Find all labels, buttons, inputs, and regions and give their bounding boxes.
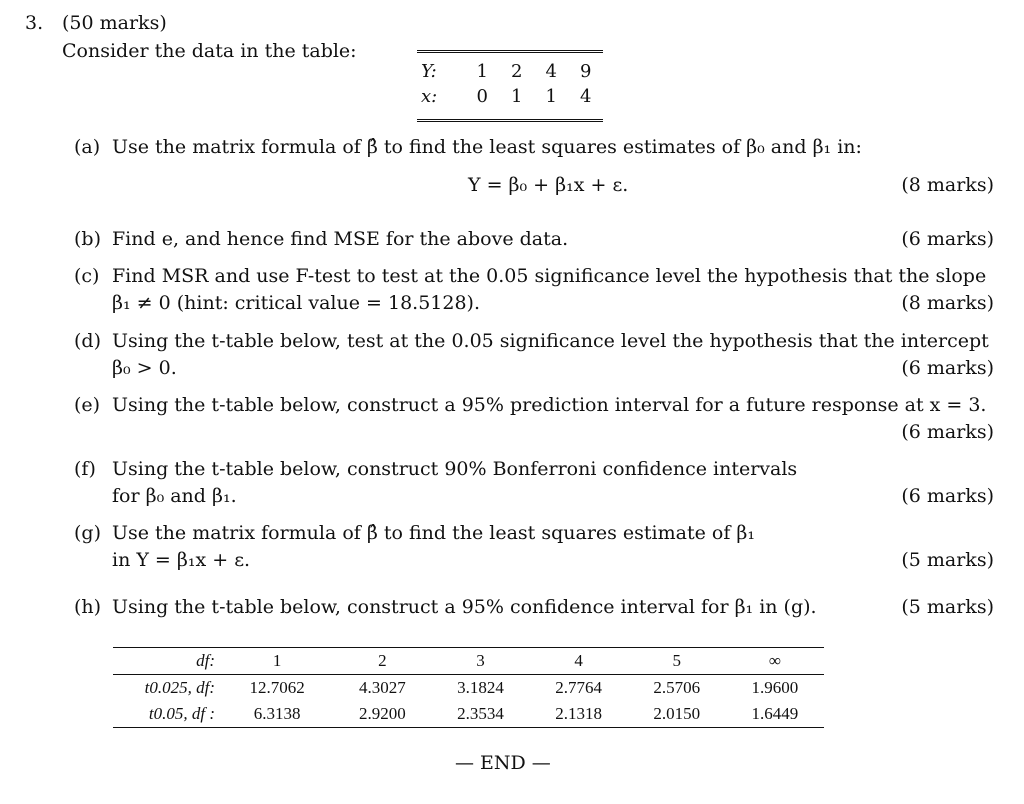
t05-value: 2.1318 (555, 704, 603, 723)
x-value: 1 (545, 86, 557, 107)
part-h-marks: (5 marks) (901, 596, 994, 618)
part-h-text: Using the t-table below, construct a 95% confidence interval for β₁ in (g). (112, 596, 817, 618)
part-a-text: Use the matrix formula of β̂ to find the least squares estimates of β₀ and β₁ in: (112, 136, 862, 158)
question-marks: (50 marks) (62, 12, 167, 34)
df-value: 4 (530, 648, 628, 675)
y-value: 2 (511, 61, 523, 82)
part-g-text-2: in Y = β₁x + ε. (112, 549, 251, 571)
part-g-marks: (5 marks) (901, 549, 994, 571)
end-marker: — END — (455, 752, 551, 774)
part-a-marks: (8 marks) (901, 174, 994, 196)
t05-value: 2.0150 (653, 704, 701, 723)
df-value: 2 (333, 648, 431, 675)
t025-label: t0.025, df: (144, 678, 215, 697)
question-intro: Consider the data in the table: (62, 40, 357, 62)
part-f-marks: (6 marks) (901, 485, 994, 507)
part-e-label: (e) (74, 394, 101, 416)
data-table-y-row (417, 59, 603, 84)
t025-value: 1.9600 (751, 678, 799, 697)
t025-value: 12.7062 (249, 678, 305, 697)
t05-value: 6.3138 (253, 704, 301, 723)
x-value: 1 (511, 86, 523, 107)
part-d-text-2: β₀ > 0. (112, 357, 177, 379)
part-a-label: (a) (74, 136, 101, 158)
part-g-text: Use the matrix formula of β̂ to find the least squares estimate of β₁ (112, 522, 756, 544)
t05-value: 2.9200 (359, 704, 406, 723)
part-c-text-2: β₁ ≠ 0 (hint: critical value = 18.5128). (112, 292, 481, 314)
df-value: 1 (221, 648, 333, 675)
t-table-df-row (113, 648, 824, 675)
t05-value: 1.6449 (751, 704, 799, 723)
part-g-label: (g) (74, 522, 101, 544)
t025-value: 2.7764 (555, 678, 603, 697)
part-e-text: Using the t-table below, construct a 95% prediction interval for a future response at x = 3. (112, 394, 987, 416)
x-value: 0 (476, 86, 488, 107)
x-value: 4 (580, 86, 592, 107)
part-a-equation: Y = β₀ + β₁x + ε. (468, 174, 629, 196)
part-d-label: (d) (74, 330, 101, 352)
part-b-marks: (6 marks) (901, 228, 994, 250)
part-c-marks: (8 marks) (901, 292, 994, 314)
part-b-label: (b) (74, 228, 101, 250)
part-d-marks: (6 marks) (901, 357, 994, 379)
df-value: ∞ (726, 648, 824, 675)
part-f-label: (f) (74, 458, 96, 480)
data-table (417, 50, 603, 122)
part-d-text: Using the t-table below, test at the 0.05 significance level the hypothesis that the intercept (112, 330, 989, 352)
y-value: 9 (580, 61, 592, 82)
df-label: df: (113, 648, 221, 675)
data-table-x-row (417, 84, 603, 109)
t-table (113, 647, 824, 728)
t-table-t05-row (113, 701, 824, 727)
df-value: 5 (628, 648, 726, 675)
t025-value: 3.1824 (457, 678, 504, 697)
t025-value: 2.5706 (653, 678, 701, 697)
x-label: x: (421, 86, 438, 107)
t05-label: t0.05, df : (148, 704, 215, 723)
part-f-text-2: for β₀ and β₁. (112, 485, 237, 507)
part-e-marks: (6 marks) (901, 421, 994, 443)
t-table-t025-row (113, 675, 824, 702)
y-value: 1 (476, 61, 488, 82)
part-c-text: Find MSR and use F-test to test at the 0.05 significance level the hypothesis that the slope (112, 265, 987, 287)
part-h-label: (h) (74, 596, 102, 618)
y-value: 4 (545, 61, 557, 82)
y-label: Y: (421, 61, 437, 82)
df-value: 3 (431, 648, 529, 675)
part-f-text: Using the t-table below, construct 90% Bonferroni confidence intervals (112, 458, 798, 480)
part-b-text: Find e, and hence find MSE for the above data. (112, 228, 569, 250)
t025-value: 4.3027 (359, 678, 406, 697)
t05-value: 2.3534 (457, 704, 504, 723)
part-c-label: (c) (74, 265, 100, 287)
question-number: 3. (25, 12, 44, 34)
